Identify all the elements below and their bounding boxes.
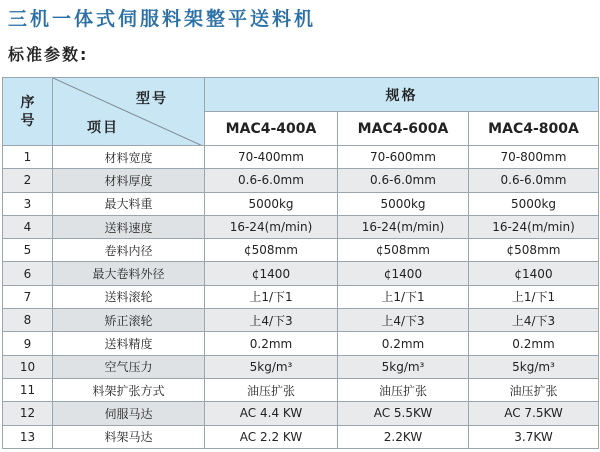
row-value-model-3: 16-24(m/min) xyxy=(469,215,599,238)
table-row xyxy=(3,262,599,285)
row-value-model-2: 上1/下1 xyxy=(338,285,469,308)
row-value-model-2: 16-24(m/min) xyxy=(338,215,469,238)
header-diagonal-cell xyxy=(53,78,205,146)
header-model-3: MAC4-800A xyxy=(469,112,599,146)
row-item-cell: 料架马达 xyxy=(53,425,205,448)
row-number-cell: 6 xyxy=(3,262,53,285)
row-item-cell: 空气压力 xyxy=(53,355,205,378)
row-value-model-1: 上4/下3 xyxy=(205,309,338,332)
table-row xyxy=(3,402,599,425)
row-number-cell: 3 xyxy=(3,192,53,215)
row-value-model-3: 3.7KW xyxy=(469,425,599,448)
row-number-cell: 8 xyxy=(3,309,53,332)
table-row xyxy=(3,285,599,308)
row-value-model-3: 0.6-6.0mm xyxy=(469,169,599,192)
row-value-model-2: 0.2mm xyxy=(338,332,469,355)
row-value-model-1: 0.6-6.0mm xyxy=(205,169,338,192)
row-number-cell: 7 xyxy=(3,285,53,308)
row-number-cell: 12 xyxy=(3,402,53,425)
row-value-model-2: 0.6-6.0mm xyxy=(338,169,469,192)
row-value-model-1: 16-24(m/min) xyxy=(205,215,338,238)
row-item-cell: 送料速度 xyxy=(53,215,205,238)
diagonal-divider xyxy=(53,78,205,146)
row-number-cell: 13 xyxy=(3,425,53,448)
row-value-model-1: 5000kg xyxy=(205,192,338,215)
row-value-model-1: 油压扩张 xyxy=(205,378,338,401)
row-item-cell: 卷料内径 xyxy=(53,239,205,262)
row-value-model-1: AC 2.2 KW xyxy=(205,425,338,448)
row-value-model-1: 上1/下1 xyxy=(205,285,338,308)
table-row xyxy=(3,355,599,378)
row-value-model-3: 5000kg xyxy=(469,192,599,215)
row-item-cell: 送料精度 xyxy=(53,332,205,355)
table-row xyxy=(3,378,599,401)
header-specification: 规格 xyxy=(205,78,599,112)
row-value-model-2: 5000kg xyxy=(338,192,469,215)
table-row xyxy=(3,239,599,262)
header-model-2: MAC4-600A xyxy=(338,112,469,146)
row-item-cell: 送料滚轮 xyxy=(53,285,205,308)
row-number-cell: 5 xyxy=(3,239,53,262)
row-item-cell: 最大料重 xyxy=(53,192,205,215)
row-value-model-2: 上4/下3 xyxy=(338,309,469,332)
row-value-model-3: 70-800mm xyxy=(469,146,599,169)
row-value-model-2: ¢1400 xyxy=(338,262,469,285)
row-number-cell: 11 xyxy=(3,378,53,401)
table-row xyxy=(3,192,599,215)
row-number-cell: 9 xyxy=(3,332,53,355)
row-value-model-2: AC 5.5KW xyxy=(338,402,469,425)
table-row xyxy=(3,146,599,169)
row-item-cell: 料架扩张方式 xyxy=(53,378,205,401)
header-serial-number xyxy=(3,78,53,146)
row-value-model-1: 70-400mm xyxy=(205,146,338,169)
row-item-cell: 矫正滚轮 xyxy=(53,309,205,332)
row-value-model-1: AC 4.4 KW xyxy=(205,402,338,425)
table-row xyxy=(3,425,599,448)
table-row xyxy=(3,309,599,332)
header-serial-label: 序号 xyxy=(20,94,35,129)
table-row xyxy=(3,332,599,355)
row-number-cell: 1 xyxy=(3,146,53,169)
row-number-cell: 10 xyxy=(3,355,53,378)
row-value-model-2: 2.2KW xyxy=(338,425,469,448)
row-value-model-3: AC 7.5KW xyxy=(469,402,599,425)
row-value-model-3: 上4/下3 xyxy=(469,309,599,332)
row-item-cell: 材料厚度 xyxy=(53,169,205,192)
row-value-model-3: ¢508mm xyxy=(469,239,599,262)
row-value-model-3: 油压扩张 xyxy=(469,378,599,401)
page-title: 三机一体式伺服料架整平送料机 xyxy=(8,8,317,30)
table-row xyxy=(3,215,599,238)
row-value-model-1: ¢1400 xyxy=(205,262,338,285)
header-model-label: 型号 xyxy=(136,91,168,107)
row-item-cell: 伺服马达 xyxy=(53,402,205,425)
row-value-model-1: 5kg/m³ xyxy=(205,355,338,378)
row-value-model-3: 5kg/m³ xyxy=(469,355,599,378)
header-item-label: 项目 xyxy=(87,120,119,136)
row-value-model-1: ¢508mm xyxy=(205,239,338,262)
spec-table xyxy=(2,77,599,449)
row-item-cell: 材料宽度 xyxy=(53,146,205,169)
section-subtitle: 标准参数: xyxy=(8,45,89,64)
row-value-model-3: 上1/下1 xyxy=(469,285,599,308)
row-item-cell: 最大卷料外径 xyxy=(53,262,205,285)
row-value-model-3: ¢1400 xyxy=(469,262,599,285)
row-value-model-2: ¢508mm xyxy=(338,239,469,262)
table-row xyxy=(3,169,599,192)
row-number-cell: 2 xyxy=(3,169,53,192)
row-number-cell: 4 xyxy=(3,215,53,238)
header-model-1: MAC4-400A xyxy=(205,112,338,146)
row-value-model-1: 0.2mm xyxy=(205,332,338,355)
row-value-model-2: 油压扩张 xyxy=(338,378,469,401)
table-header-row xyxy=(3,78,599,112)
row-value-model-2: 70-600mm xyxy=(338,146,469,169)
row-value-model-2: 5kg/m³ xyxy=(338,355,469,378)
row-value-model-3: 0.2mm xyxy=(469,332,599,355)
